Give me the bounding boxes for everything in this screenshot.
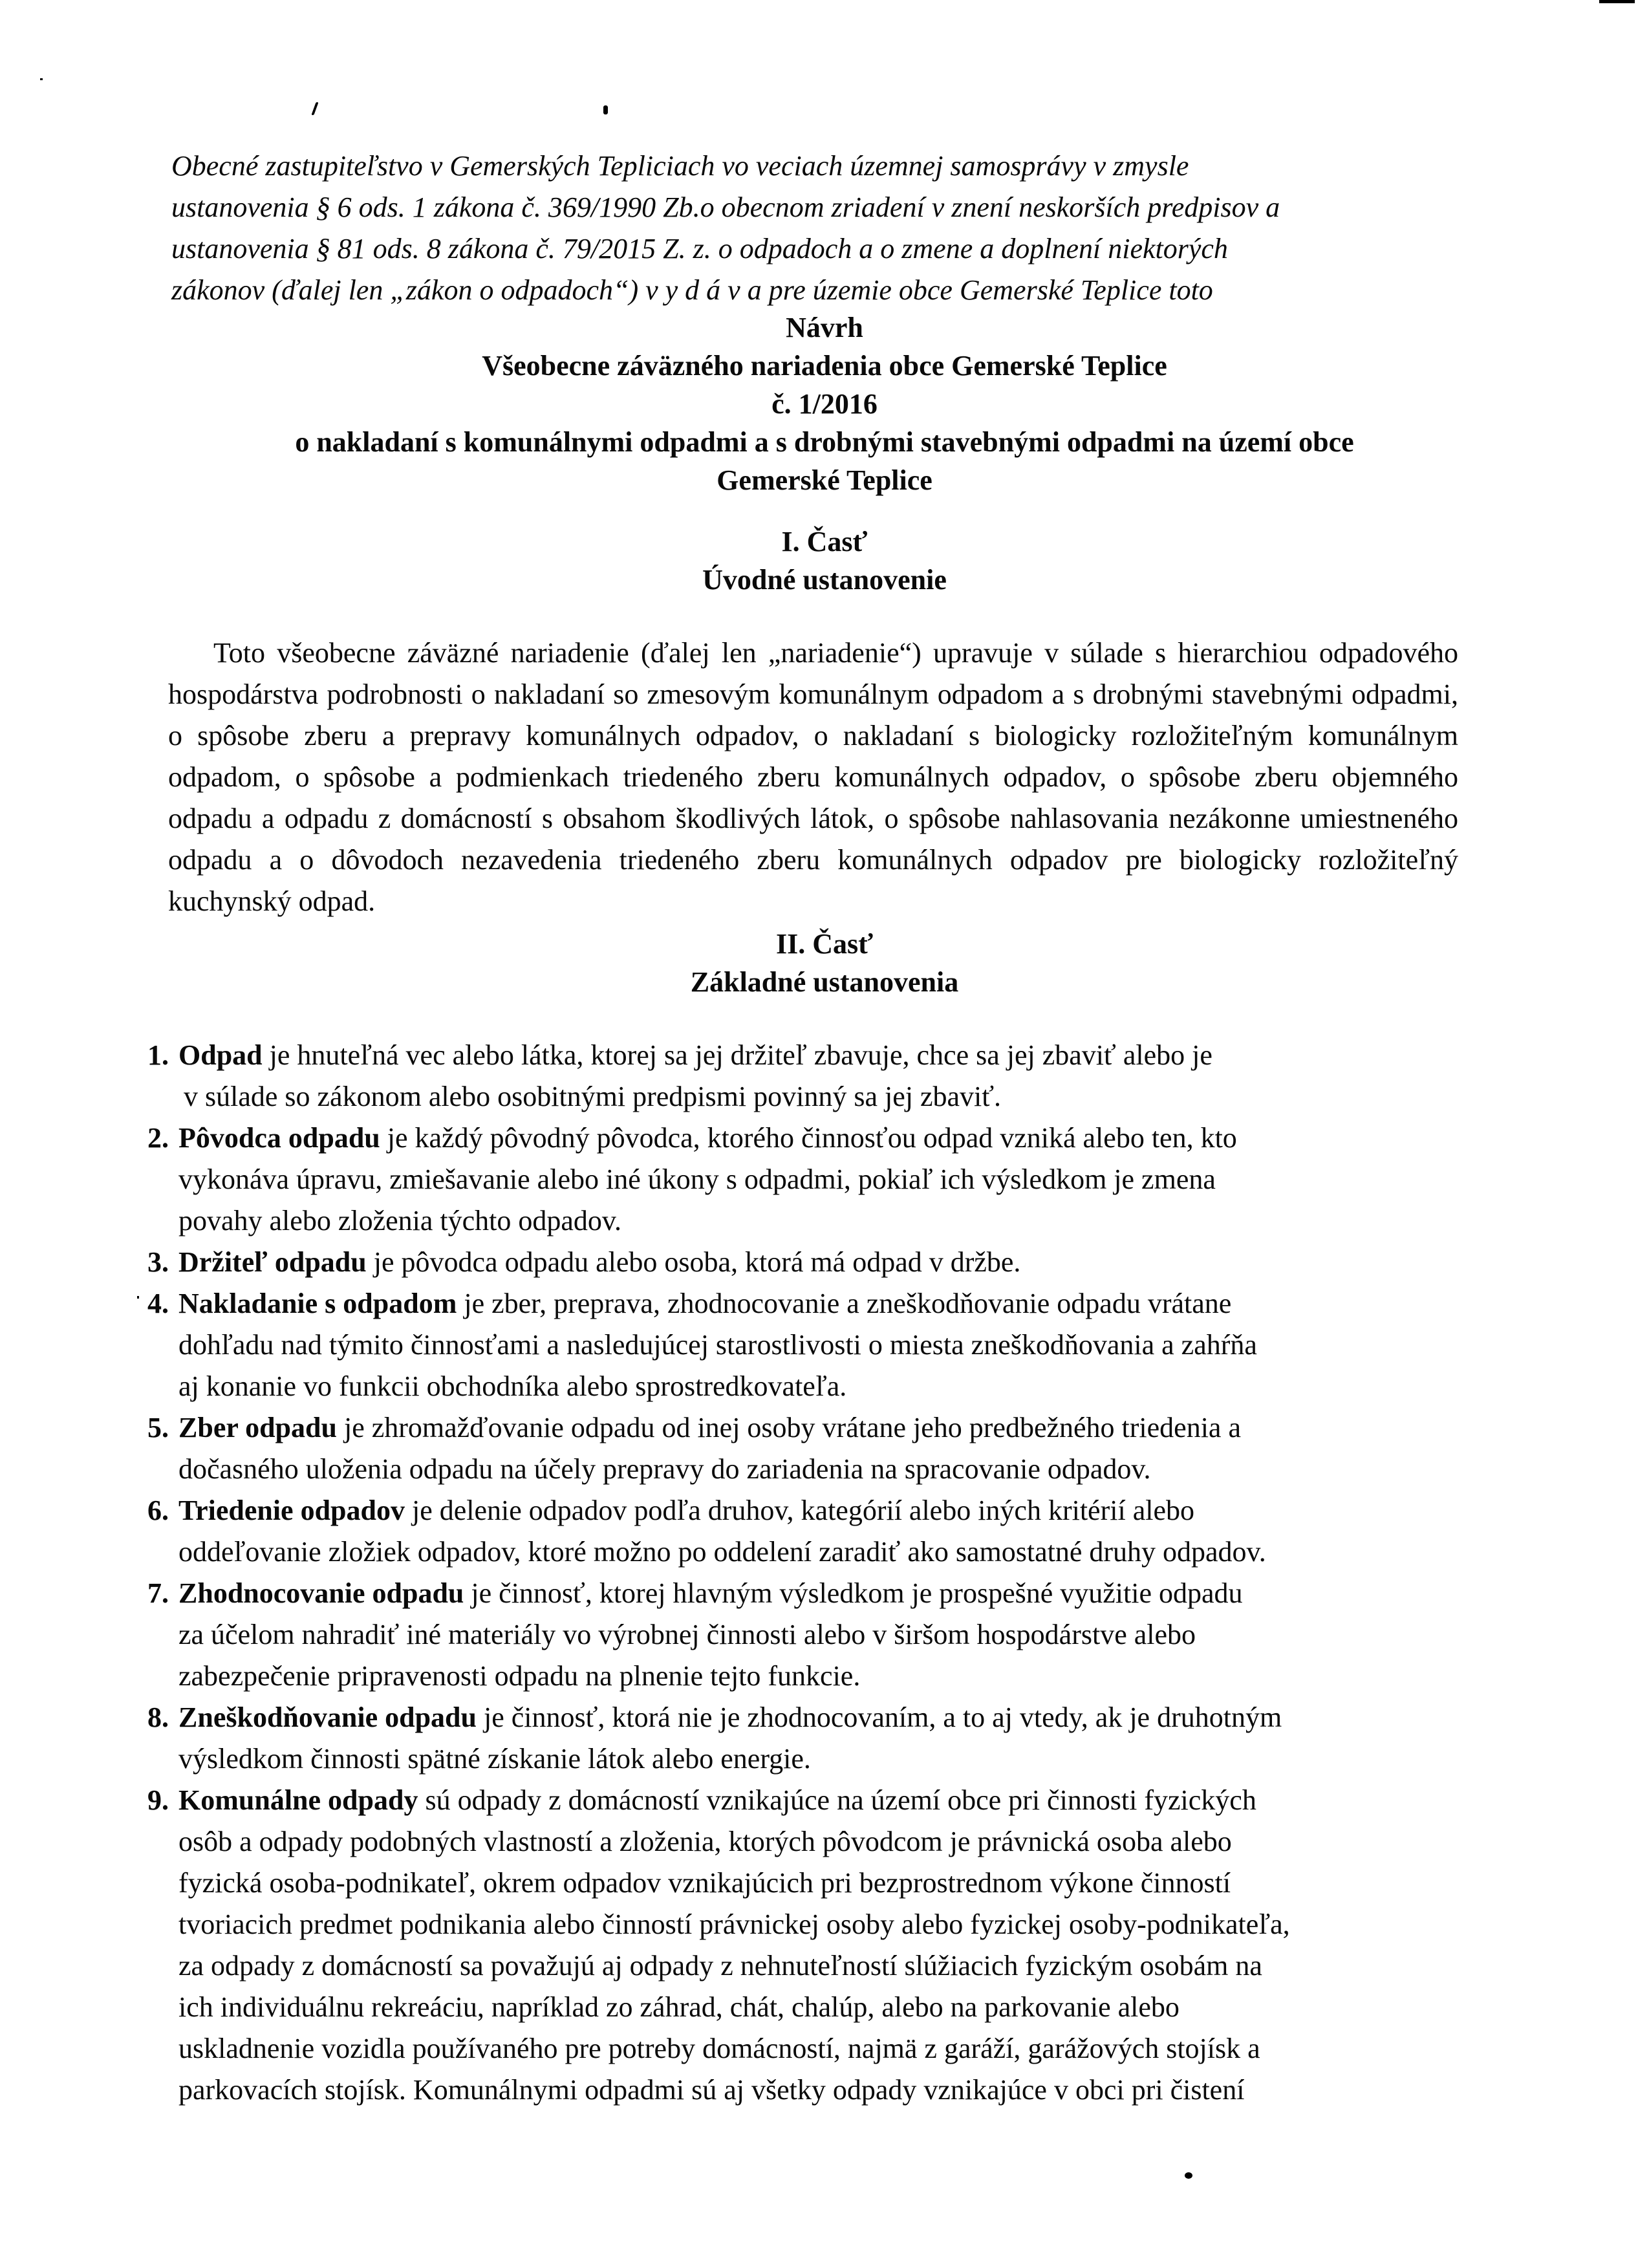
definition-text: ich individuálnu rekreáciu, napríklad zo záhrad, chát, chalúp, alebo na parkovanie alebo (178, 1991, 1180, 2023)
defined-term: Odpad (178, 1039, 263, 1071)
definition-text: je zhromažďovanie odpadu od inej osoby vrátane jeho predbežného triedenia a (343, 1412, 1241, 1443)
intro-line: Obecné zastupiteľstvo v Gemerských Tepliciach vo veciach územnej samosprávy v zmysle (171, 150, 1189, 182)
definition-item (147, 1283, 1473, 1407)
item-number: 4. (147, 1288, 169, 1319)
definition-text: dočasného uloženia odpadu na účely prepravy do zariadenia na spracovanie odpadov. (178, 1453, 1151, 1485)
regulation-name: Všeobecne záväzného nariadenia obce Gemerské Teplice (482, 350, 1167, 382)
item-number: 2. (147, 1122, 169, 1154)
part1-paragraph (168, 632, 1458, 922)
defined-term: Zhodnocovanie odpadu (178, 1577, 464, 1609)
definition-text: vykonáva úpravu, zmiešavanie alebo iné úkony s odpadmi, pokiaľ ich výsledkom je zmena (178, 1163, 1216, 1195)
scan-pen-mark (311, 102, 318, 115)
definition-text: je zber, preprava, zhodnocovanie a zneškodňovanie odpadu vrátane (464, 1288, 1232, 1319)
item-number: 1. (147, 1039, 169, 1071)
definition-text: je činnosť, ktorá nie je zhodnocovaním, a to aj vtedy, ak je druhotným (484, 1701, 1282, 1733)
definition-item (147, 1118, 1473, 1242)
defined-term: Zber odpadu (178, 1412, 337, 1443)
defined-term: Nakladanie s odpadom (178, 1288, 457, 1319)
definitions-list (147, 1035, 1473, 2111)
scan-speck (40, 78, 43, 80)
item-number: 9. (147, 1784, 169, 1816)
item-number: 6. (147, 1495, 169, 1526)
part2-heading: II. Časť (775, 928, 874, 960)
definition-text: za účelom nahradiť iné materiály vo výrobnej činnosti alebo v širšom hospodárstve alebo (178, 1619, 1196, 1650)
intro-line: zákonov (ďalej len „zákon o odpadoch“) v y d á v a pre územie obce Gemerské Teplice toto (171, 274, 1213, 306)
definition-text: povahy alebo zloženia týchto odpadov. (178, 1205, 622, 1237)
part2-subheading: Základné ustanovenia (690, 966, 959, 998)
scan-edge-mark (1599, 0, 1635, 3)
definition-text: sú odpady z domácností vznikajúce na území obce pri činnosti fyzických (425, 1784, 1256, 1816)
scan-ink-dot (1185, 2172, 1192, 2179)
definition-text: v súlade so zákonom alebo osobitnými predpismi povinný sa jej zbaviť. (184, 1081, 1002, 1112)
definition-text: zabezpečenie pripravenosti odpadu na plnenie tejto funkcie. (178, 1660, 861, 1692)
definition-text: je delenie odpadov podľa druhov, kategórií alebo iných kritérií alebo (412, 1495, 1194, 1526)
definition-text: výsledkom činnosti spätné získanie látok alebo energie. (178, 1743, 811, 1775)
intro-line: ustanovenia § 6 ods. 1 zákona č. 369/1990 Zb.o obecnom zriadení v znení neskorších predpisov a (171, 191, 1280, 223)
regulation-number: č. 1/2016 (771, 388, 878, 420)
definition-text: fyzická osoba-podnikateľ, okrem odpadov vznikajúcich pri bezprostrednom výkone činností (178, 1867, 1231, 1899)
defined-term: Triedenie odpadov (178, 1495, 405, 1526)
defined-term: Držiteľ odpadu (178, 1246, 367, 1278)
definition-text: za odpady z domácností sa považujú aj odpady z nehnuteľností slúžiacich fyzickým osobám na (178, 1950, 1262, 1982)
part1-subheading: Úvodné ustanovenie (702, 564, 947, 596)
defined-term: Pôvodca odpadu (178, 1122, 380, 1154)
item-number: 8. (147, 1701, 169, 1733)
regulation-subject: Gemerské Teplice (717, 464, 932, 496)
item-number: 3. (147, 1246, 169, 1278)
definition-text: dohľadu nad týmito činnosťami a nasledujúcej starostlivosti o miesta zneškodňovania a zahŕňa (178, 1329, 1257, 1361)
definition-item (147, 1035, 1473, 1118)
intro-line: ustanovenia § 81 ods. 8 zákona č. 79/2015 Z. z. o odpadoch a o zmene a doplnení niektorých (171, 233, 1228, 265)
definition-text: je pôvodca odpadu alebo osoba, ktorá má odpad v držbe. (373, 1246, 1021, 1278)
defined-term: Zneškodňovanie odpadu (178, 1701, 477, 1733)
definition-item (147, 1490, 1473, 1573)
part1-heading: I. Časť (781, 526, 868, 557)
definition-text: aj konanie vo funkcii obchodníka alebo sprostredkovateľa. (178, 1370, 847, 1402)
regulation-subject: o nakladaní s komunálnymi odpadmi a s drobnými stavebnými odpadmi na území obce (295, 426, 1354, 458)
definition-text: je hnuteľná vec alebo látka, ktorej sa jej držiteľ zbavuje, chce sa jej zbaviť alebo je (269, 1039, 1212, 1071)
defined-term: Komunálne odpady (178, 1784, 418, 1816)
scan-speck (137, 1296, 139, 1299)
definition-item (147, 1697, 1473, 1780)
scan-ink-dot (603, 105, 608, 114)
definition-text: tvoriacich predmet podnikania alebo činností právnickej osoby alebo fyzickej osoby-podnikateľa, (178, 1908, 1290, 1940)
definition-item (147, 1407, 1473, 1490)
definition-text: oddeľovanie zložiek odpadov, ktoré možno po oddelení zaradiť ako samostatné druhy odpadov. (178, 1536, 1266, 1568)
paragraph-text: Toto všeobecne záväzné nariadenie (ďalej len „nariadenie“) upravuje v súlade s hierarchiou odpadového hospodárstva podrobnosti o nakladaní so zmesovým komunálnym odpadom a s drobnými stavebnými odpadmi, o spôsobe zberu a prepravy komunálnych odpadov, o nakladaní s biologicky rozložiteľným komunálnym odpadom, o spôsobe a podmienkach triedeného zberu komunálnych odpadov, o spôsobe zberu objemného odpadu a odpadu z domácností s obsahom škodlivých látok, o spôsobe nahlasovania nezákonne umiestneného odpadu a o dôvodoch nezavedenia triedeného zberu komunálnych odpadov pre biologicky rozložiteľný kuchynský odpad. (168, 637, 1458, 917)
definition-text: je činnosť, ktorej hlavným výsledkom je prospešné využitie odpadu (471, 1577, 1243, 1609)
draft-label: Návrh (786, 312, 863, 343)
definition-text: parkovacích stojísk. Komunálnymi odpadmi sú aj všetky odpady vznikajúce v obci pri čistení (178, 2074, 1245, 2106)
definition-text: osôb a odpady podobných vlastností a zloženia, ktorých pôvodcom je právnická osoba alebo (178, 1826, 1232, 1857)
item-number: 5. (147, 1412, 169, 1443)
definition-item (147, 1780, 1473, 2111)
definition-item (147, 1242, 1473, 1283)
definition-item (147, 1573, 1473, 1697)
definition-text: uskladnenie vozidla používaného pre potreby domácností, najmä z garáží, garážových stojísk a (178, 2033, 1260, 2064)
definition-text: je každý pôvodný pôvodca, ktorého činnosťou odpad vzniká alebo ten, kto (387, 1122, 1237, 1154)
item-number: 7. (147, 1577, 169, 1609)
